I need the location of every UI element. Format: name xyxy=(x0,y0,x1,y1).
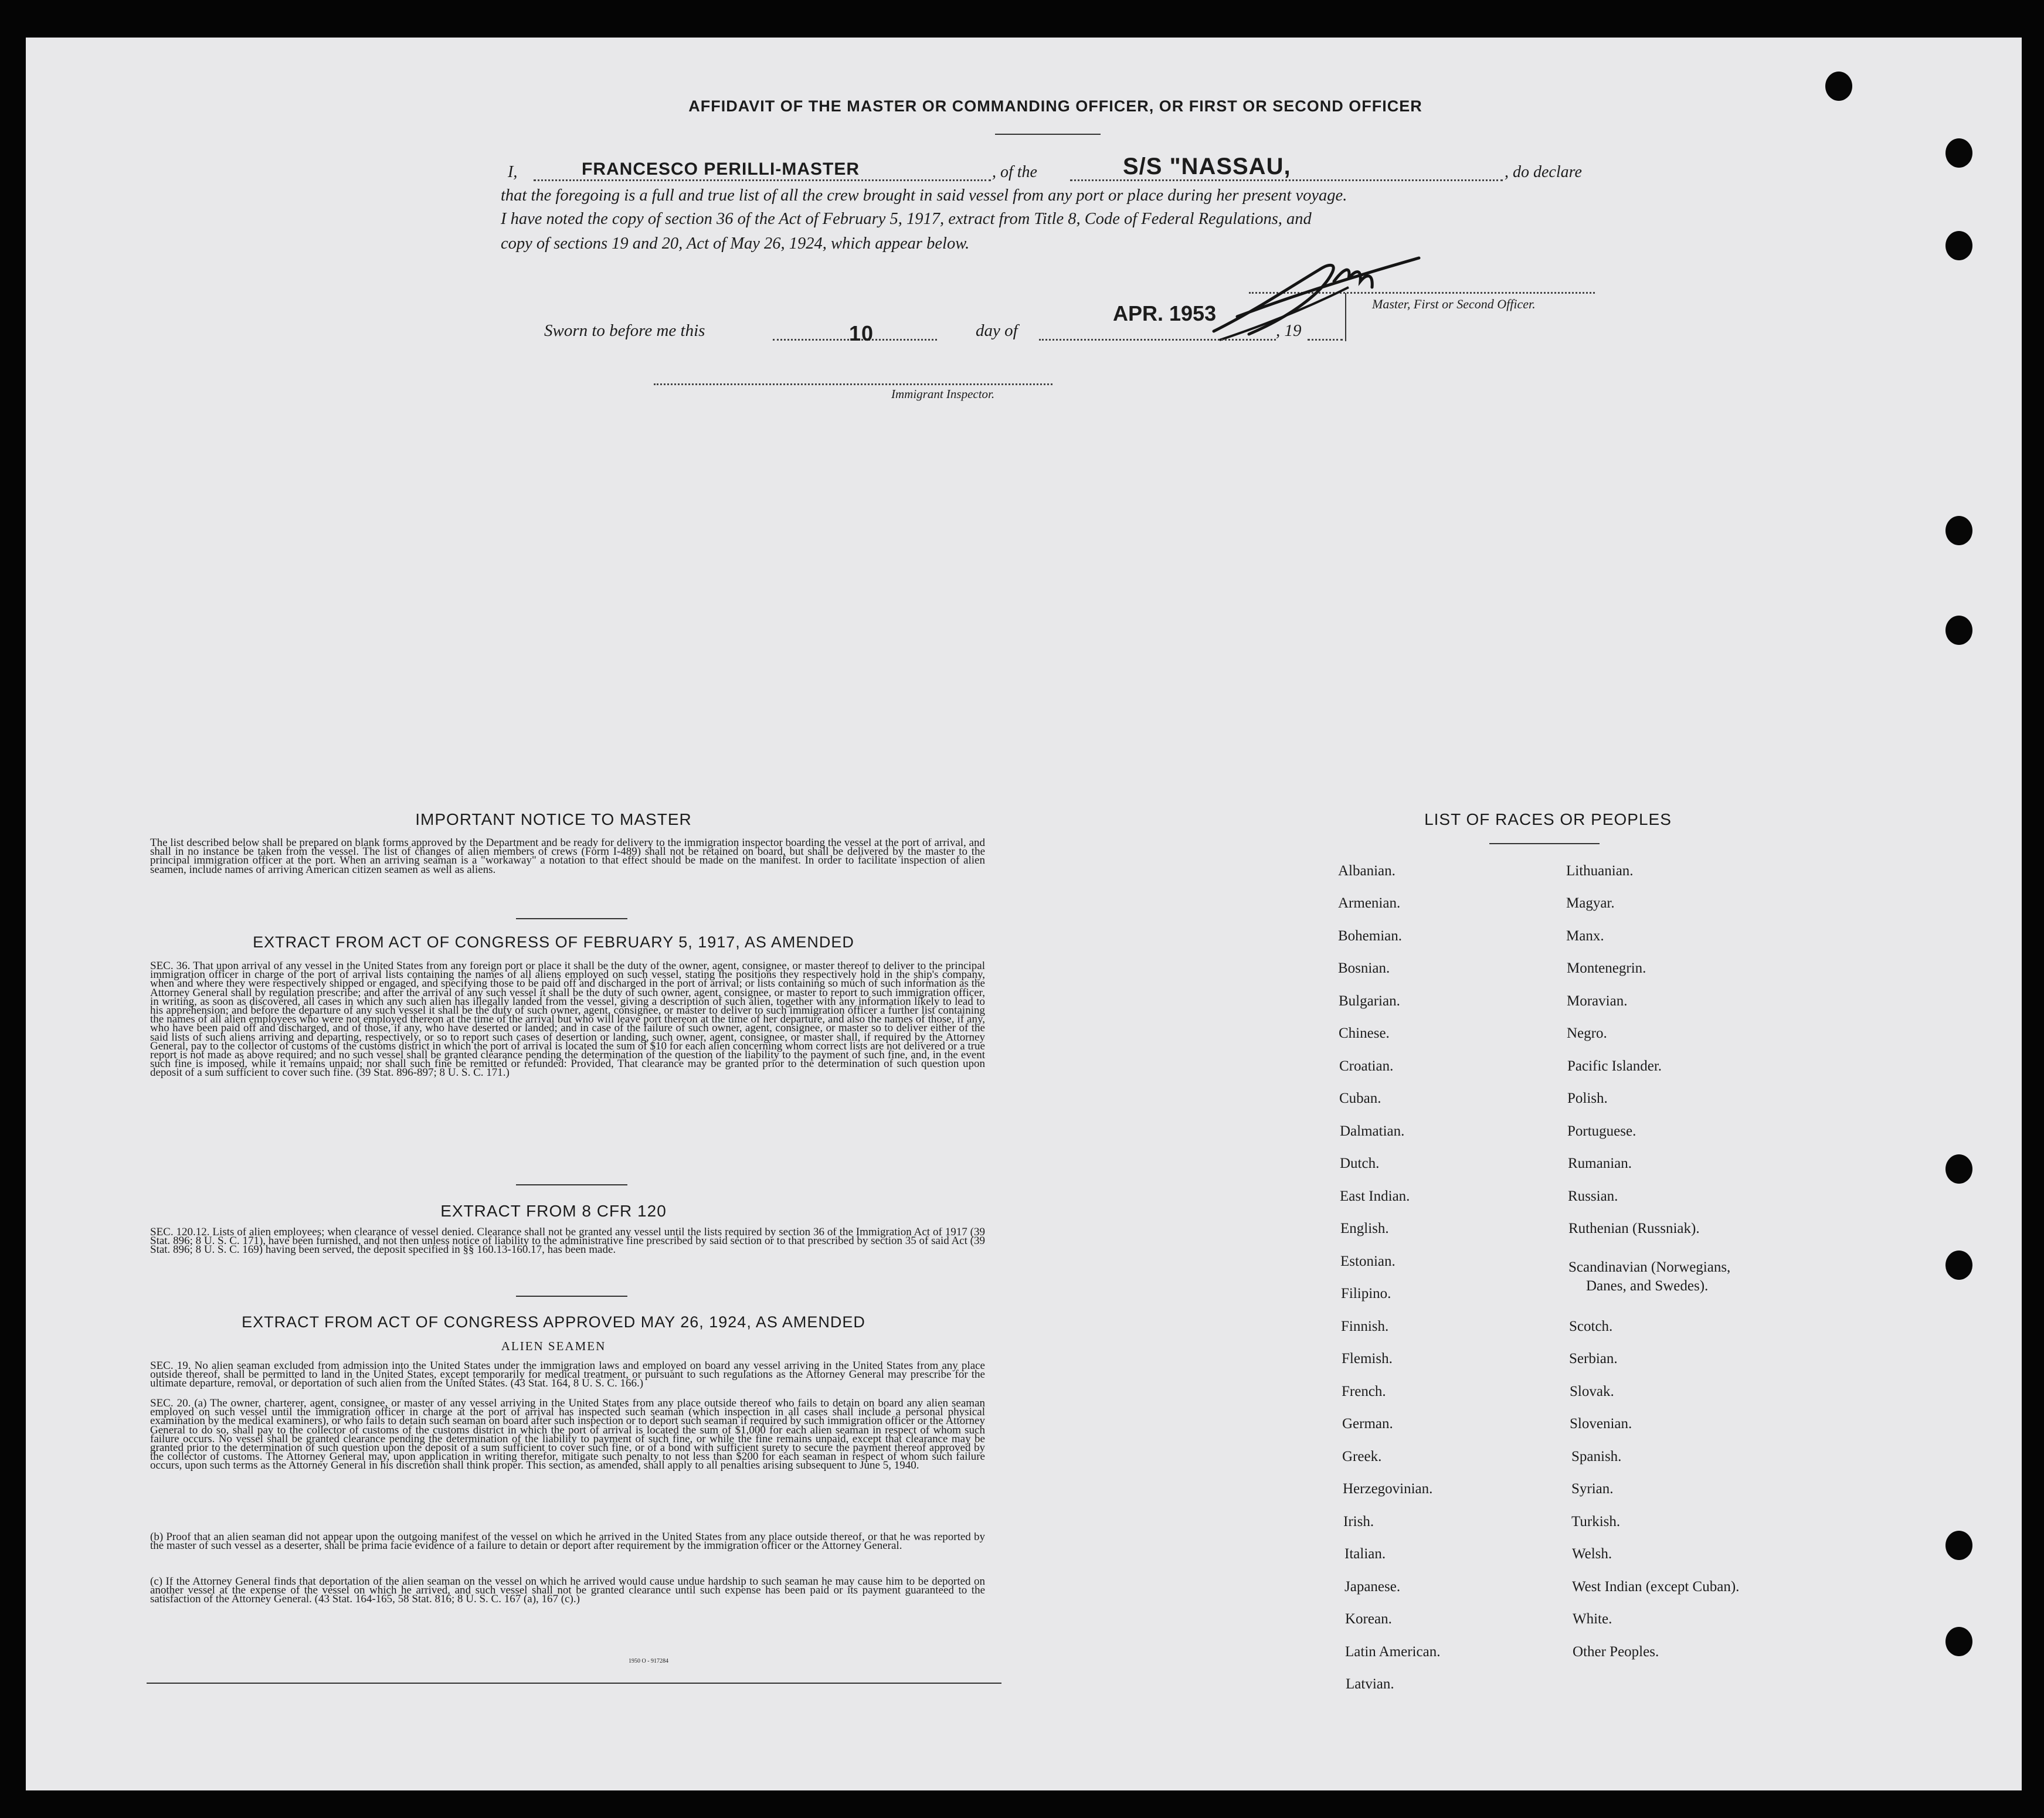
notice-divider xyxy=(516,918,627,919)
day-of-label: day of xyxy=(976,321,1018,340)
extract-cfr-title: EXTRACT FROM 8 CFR 120 xyxy=(440,1202,667,1220)
race-item: Slovenian. xyxy=(1570,1416,1632,1432)
binder-hole xyxy=(1945,1250,1972,1280)
race-item: English. xyxy=(1340,1221,1389,1236)
master-name-field[interactable]: FRANCESCO PERILLI-MASTER xyxy=(582,159,860,179)
race-item: Greek. xyxy=(1342,1449,1382,1464)
race-item: Flemish. xyxy=(1342,1351,1393,1367)
binder-hole xyxy=(1945,616,1972,645)
title-divider xyxy=(995,134,1101,135)
race-item: Rumanian. xyxy=(1568,1156,1632,1171)
extract-1924-title: EXTRACT FROM ACT OF CONGRESS APPROVED MAY 26, 1924, AS AMENDED xyxy=(242,1313,865,1331)
extract-1917-text: SEC. 36. That upon arrival of any vessel in the United States from any foreign port or place it shall be the duty of the owner, agent, consignee, or master thereof to deliver to the principal immigration officer in charge of the port of arrival lists containing the names of all aliens employed on such vessel, stating the positions they respectively hold in the ship's company, when and where they were respectively shipped or engaged, and specifying those to be paid off and discharged in the port of arrival; or lists containing so much of such information as the Attorney General shall by regulation prescribe; and after the arrival of any such vessel it shall be the duty of such owner, agent, consignee, or master to report to such immigration officer, in writing, as soon as discovered, all cases in which any such alien has illegally landed from the vessel, giving a description of such alien, together with any information likely to lead to his apprehension; and before the departure of any such vessel it shall be the duty of such owner, agent, consignee, or master to deliver to such immigration officer a further list containing the names of all alien employees who were not employed thereon at the time of the arrival but who will leave port thereon at the time of her departure, and also the names of those, if any, who have been paid off and discharged, and of those, if any, who have deserted or landed; and in case of the failure of such owner, agent, consignee, or master so to deliver either of the said lists of such aliens arriving and departing, respectively, or so to report such cases of desertion or landing, such owner, agent, consignee, or master shall, if required by the Attorney General, pay to the collector of customs of the customs district in which the port of arrival is located the sum of $10 for each alien concerning whom correct lists are not delivered or a true report is not made as above required; and no such vessel shall be granted clearance pending the determination of the question of the liability to the payment of such fine, and, in the event such fine is imposed, while it remains unpaid; nor shall such fine be remitted or refunded: Provided, That clearance may be granted prior to the determination of such question upon deposit of a sum sufficient to cover such fine. (39 Stat. 896-897; 8 U. S. C. 171.) xyxy=(150,961,985,1079)
race-item: German. xyxy=(1342,1416,1393,1432)
inspector-line xyxy=(654,383,1052,385)
race-item: White. xyxy=(1573,1611,1612,1627)
master-signature xyxy=(1202,246,1425,346)
race-item: Croatian. xyxy=(1339,1058,1394,1074)
extract-1917-divider xyxy=(516,1184,627,1185)
race-item: Spanish. xyxy=(1571,1449,1622,1464)
bottom-rule xyxy=(147,1683,1001,1684)
race-item: Scandinavian (Norwegians, xyxy=(1568,1259,1731,1275)
race-item: Latin American. xyxy=(1345,1644,1441,1660)
year-prefix: , 19 xyxy=(1276,321,1302,340)
inspector-caption: Immigrant Inspector. xyxy=(891,387,995,401)
year-line xyxy=(1308,339,1343,341)
race-item: Other Peoples. xyxy=(1573,1644,1659,1660)
race-item: Bosnian. xyxy=(1338,960,1390,976)
print-code: 1950 O - 917284 xyxy=(629,1658,669,1664)
race-item: Latvian. xyxy=(1346,1676,1394,1692)
sec-20a-text: SEC. 20. (a) The owner, charterer, agent, consignee, or master of any vessel arriving in the United States from any place outside thereof who fails to detain on board any alien seaman employed on such vessel until the immigration officer in charge at the port of arrival has inspected such seaman (which inspection in all cases shall include a personal physical examination by the medical examiners), or who fails to detain such seaman on board after such inspection or to deport such seaman if required by such immigration officer or the Attorney General to do so, shall pay to the collector of customs of the customs district in which the port of arrival is located the sum of $1,000 for each alien seaman in respect of whom such failure occurs. No vessel shall be granted clearance pending the determination of the liability to payment of such fine, or while the fine remains unpaid, except that clearance may be granted prior to the determination of such question upon the deposit of a sum sufficient to cover such fine, or of a bond with sufficient surety to secure the payment thereof approved by the collector of customs. The Attorney General may, upon application in writing therefor, mitigate such penalty to not less than $200 for each seaman in respect of whom such failure occurs, upon such terms as the Attorney General in his discretion shall think proper. This section, as amended, shall apply to all penalties arising subsequent to June 5, 1940. xyxy=(150,1399,985,1472)
race-item: Magyar. xyxy=(1566,895,1615,911)
race-item: Bulgarian. xyxy=(1339,993,1400,1009)
sworn-month-line xyxy=(1039,339,1276,341)
binder-hole xyxy=(1945,138,1972,168)
race-item: Portuguese. xyxy=(1567,1123,1636,1139)
race-item: West Indian (except Cuban). xyxy=(1572,1579,1740,1595)
of-the-label: , of the xyxy=(992,163,1037,181)
race-item: Slovak. xyxy=(1570,1384,1614,1399)
race-item: French. xyxy=(1342,1384,1386,1399)
binder-hole xyxy=(1945,1627,1972,1656)
race-item: Albanian. xyxy=(1338,863,1396,879)
race-item: Irish. xyxy=(1343,1514,1374,1530)
notice-title: IMPORTANT NOTICE TO MASTER xyxy=(415,810,692,828)
sec-20c-text: (c) If the Attorney General finds that deportation of the alien seaman on the vessel on which he arrived would cause undue hardship to such seaman he may cause him to be deported on another vessel at the expense of the vessel on which he arrived, and such vessel shall not be granted clearance until such expense has been paid or its payment guaranteed to the satisfaction of the Attorney General. (43 Stat. 164-165, 58 Stat. 816; 8 U. S. C. 167 (a), 167 (c).) xyxy=(150,1577,985,1606)
form-page xyxy=(26,38,2022,1790)
sworn-day-field[interactable]: 10 xyxy=(849,321,874,345)
race-item: Polish. xyxy=(1567,1090,1608,1106)
race-item: Welsh. xyxy=(1572,1546,1612,1562)
affidavit-title: AFFIDAVIT OF THE MASTER OR COMMANDING OFFICER, OR FIRST OR SECOND OFFICER xyxy=(688,97,1422,115)
race-item: Scotch. xyxy=(1569,1319,1613,1334)
notice-text: The list described below shall be prepared on blank forms approved by the Department and be ready for delivery to the immigration inspector boarding the vessel at the port of arrival, and shall in no instance be taken from the vessel. The list of changes of alien members of crews (Form I-489) shall not be retained on board, but shall be delivered by the master to the principal immigration officer at the port. When an arriving seaman is a "workaway" a notation to that effect should be made on the manifest. In order to facilitate inspection of alien seamen, include names of arriving American citizen seamen as well as aliens. xyxy=(150,838,985,876)
race-item: Dalmatian. xyxy=(1340,1123,1405,1139)
race-item: Negro. xyxy=(1567,1025,1607,1041)
sec-20b-text: (b) Proof that an alien seaman did not appear upon the outgoing manifest of the vessel on which he arrived in the United States from any place outside thereof, or that he was reported by the master of such vessel as a deserter, shall be prima facie evidence of a failure to detain or deport after requirement by the immigration officer or the Attorney General. xyxy=(150,1532,985,1552)
race-item: Korean. xyxy=(1345,1611,1392,1627)
race-item: Lithuanian. xyxy=(1566,863,1634,879)
binder-hole xyxy=(1945,1154,1972,1184)
race-item: Manx. xyxy=(1566,928,1604,944)
master-name-line xyxy=(534,179,991,181)
affidavit-body-line: that the foregoing is a full and true list of all the crew brought in said vessel from any port or place during her present voyage. xyxy=(501,186,1347,205)
race-item: Moravian. xyxy=(1567,993,1628,1009)
race-item: Filipino. xyxy=(1341,1286,1391,1302)
do-declare-label: , do declare xyxy=(1505,163,1582,181)
vessel-name-field[interactable]: S/S "NASSAU, xyxy=(1123,154,1291,179)
race-item: Serbian. xyxy=(1569,1351,1618,1367)
race-item: Armenian. xyxy=(1338,895,1401,911)
extract-1924-subtitle: ALIEN SEAMEN xyxy=(501,1339,606,1353)
sworn-label: Sworn to before me this xyxy=(544,321,705,340)
race-item: Japanese. xyxy=(1344,1579,1401,1595)
race-item: Danes, and Swedes). xyxy=(1586,1278,1709,1294)
race-item: Italian. xyxy=(1344,1546,1386,1562)
sec-19-text: SEC. 19. No alien seaman excluded from admission into the United States under the immigration laws and employed on board any vessel arriving in the United States from any place outside thereof, shall be permitted to land in the United States, except temporarily for medical treatment, or pursuant to such regulations as the Attorney General may prescribe for the ultimate departure, removal, or deportation of such alien from the United States. (43 Stat. 164, 8 U. S. C. 166.) xyxy=(150,1361,985,1390)
binder-hole xyxy=(1945,516,1972,545)
signature-divider xyxy=(1345,293,1346,341)
race-item: Estonian. xyxy=(1340,1253,1396,1269)
race-item: Bohemian. xyxy=(1338,928,1403,944)
binder-hole xyxy=(1825,72,1852,101)
race-item: Ruthenian (Russniak). xyxy=(1568,1221,1700,1236)
extract-1917-title: EXTRACT FROM ACT OF CONGRESS OF FEBRUARY 5, 1917, AS AMENDED xyxy=(253,933,854,951)
race-item: Syrian. xyxy=(1571,1481,1614,1497)
extract-cfr-text: SEC. 120.12. Lists of alien employees; when clearance of vessel denied. Clearance shall not be granted any vessel until the lists required by section 36 of the Immigration Act of 1917 (39 Stat. 896; 8 U. S. C. 171), have been furnished, and not then unless notice of liability to the administrative fine prescribed by said section or to that prescribed by section 35 of said Act (39 Stat. 896; 8 U. S. C. 169) having been served, the deposit specified in §§ 160.13-160.17, has been made. xyxy=(150,1228,985,1256)
race-item: Montenegrin. xyxy=(1567,960,1646,976)
extract-cfr-divider xyxy=(516,1296,627,1297)
race-item: Turkish. xyxy=(1571,1514,1621,1530)
sworn-month-field[interactable]: APR. 1953 xyxy=(1113,301,1217,325)
race-item: Dutch. xyxy=(1340,1156,1380,1171)
race-item: Cuban. xyxy=(1339,1090,1381,1106)
race-item: Russian. xyxy=(1568,1188,1618,1204)
binder-hole xyxy=(1945,1531,1972,1560)
race-item: Herzegovinian. xyxy=(1343,1481,1433,1497)
vessel-name-line xyxy=(1070,179,1503,181)
affidavit-body-line: I have noted the copy of section 36 of the Act of February 5, 1917, extract from Title 8, Code of Federal Regulations, and xyxy=(501,210,1312,228)
race-item: Chinese. xyxy=(1339,1025,1390,1041)
races-divider xyxy=(1489,843,1600,844)
signature-caption: Master, First or Second Officer. xyxy=(1372,297,1536,311)
races-title: LIST OF RACES OR PEOPLES xyxy=(1424,810,1672,828)
race-item: East Indian. xyxy=(1340,1188,1410,1204)
affidavit-body-line: copy of sections 19 and 20, Act of May 26, 1924, which appear below. xyxy=(501,235,970,253)
i-label: I, xyxy=(508,163,518,181)
binder-hole xyxy=(1945,231,1972,260)
race-item: Pacific Islander. xyxy=(1567,1058,1662,1074)
race-item: Finnish. xyxy=(1341,1319,1389,1334)
